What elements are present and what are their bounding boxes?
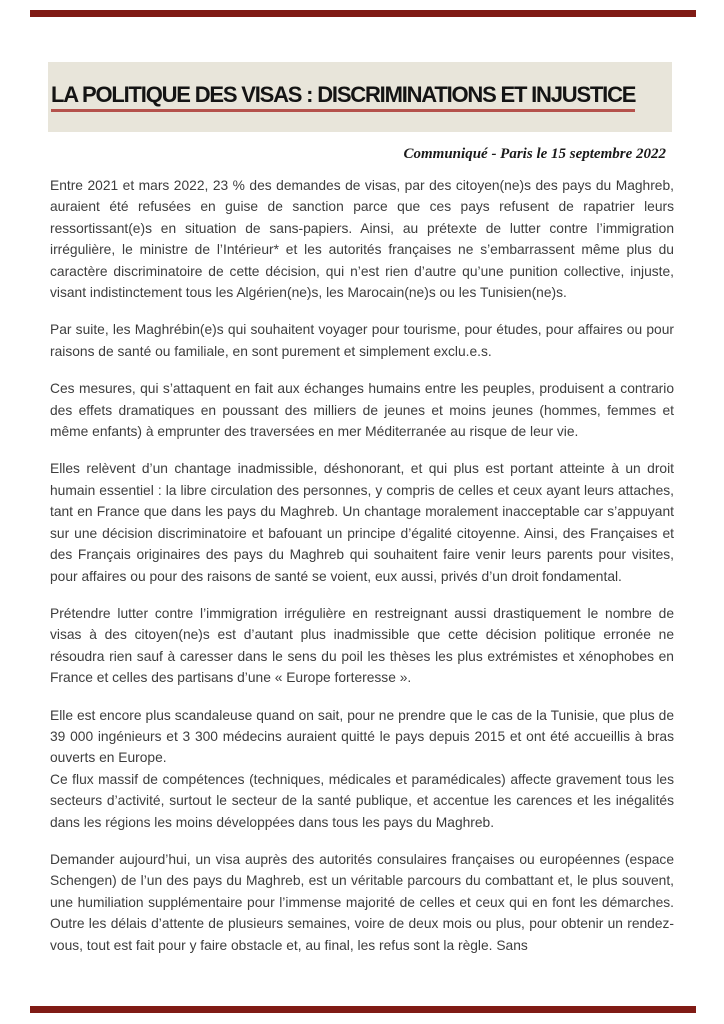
document-body — [50, 175, 674, 972]
title-banner — [48, 62, 672, 132]
paragraph-flux-competences: Ce flux massif de compétences (techniques, médicales et paramédicales) affecte gravement tous les secteurs d’activité, surtout le secteur de la santé publique, et accentue les carences et les inégalités dans les régions les moins développées dans tous les pays du Maghreb. — [50, 771, 674, 830]
paragraph-tunisie-exode: Elle est encore plus scandaleuse quand on sait, pour ne prendre que le cas de la Tunisie, que plus de 39 000 ingénieurs et 3 300 médecins auraient quitté le pays depuis 2015 et ont été accueillis à bras ouverts en Europe. — [50, 707, 674, 766]
bottom-border-rule — [30, 1006, 696, 1013]
page-title-text: LA POLITIQUE DES VISAS : DISCRIMINATIONS ET INJUSTICE — [51, 83, 635, 112]
paragraph-visa-refusals: Entre 2021 et mars 2022, 23 % des demandes de visas, par des citoyen(ne)s des pays du Maghreb, auraient été refusées en guise de sanction parce que ces pays refusent de rapatrier leurs ressortissant(e)s en situation de sans-papiers. Ainsi, au prétexte de lutter contre l’immigration irrégulière, le ministre de l’Intérieur* et les autorités françaises ne s’embarrassent même plus du caractère discriminatoire de cette décision, qui n’est rien d’autre qu’une punition collective, injuste, visant indistinctement tous les Algérien(ne)s, les Marocain(ne)s ou les Tunisien(ne)s. — [50, 178, 674, 301]
dateline: Communiqué - Paris le 15 septembre 2022 — [403, 146, 666, 162]
paragraph-dramatic-effects: Ces mesures, qui s’attaquent en fait aux échanges humains entre les peuples, produisent a contrario des effets dramatiques en poussant des milliers de jeunes et moins jeunes (hommes, femmes et même enfants) à emprunter des traversées en mer Méditerranée au risque de leur vie. — [50, 381, 674, 440]
top-border-rule — [30, 10, 696, 17]
page-title — [48, 83, 635, 112]
paragraph-parcours-combattant: Demander aujourd’hui, un visa auprès des autorités consulaires françaises ou européennes (espace Schengen) de l’un des pays du Maghreb, est un véritable parcours du combattant et, le plus souvent, une humiliation supplémentaire pour l’immense majorité de celles et ceux qui en font les démarches. Outre les délais d’attente de plusieurs semaines, voire de deux mois ou plus, pour obtenir un rendez-vous, tout est fait pour y faire obstacle et, au final, les refus sont la règle. Sans — [50, 851, 674, 953]
paragraph-chantage: Elles relèvent d’un chantage inadmissible, déshonorant, et qui plus est portant atteinte à un droit humain essentiel : la libre circulation des personnes, y compris de celles et ceux ayant leurs attaches, tant en France que dans les pays du Maghreb. Un chantage moralement inacceptable car s’appuyant sur une décision discriminatoire et bafouant un principe d’égalité citoyenne. Ainsi, des Françaises et des Français originaires des pays du Maghreb qui souhaitent faire venir leurs parents pour visites, pour affaires ou pour des raisons de santé se voient, eux aussi, privés d’un droit fondamental. — [50, 461, 674, 584]
paragraph-excluded-travel: Par suite, les Maghrébin(e)s qui souhaitent voyager pour tourisme, pour études, pour affaires ou pour raisons de santé ou familiale, en sont purement et simplement exclu.e.s. — [50, 322, 674, 359]
paragraph-europe-forteresse: Prétendre lutter contre l’immigration irrégulière en restreignant aussi drastiquement le nombre de visas à des citoyen(ne)s est d’autant plus inadmissible que cette décision politique erronée ne résoudra rien sauf à caresser dans le sens du poil les thèses les plus extrémistes et xénophobes en France et celles des partisans d’une « Europe forteresse ». — [50, 605, 674, 686]
